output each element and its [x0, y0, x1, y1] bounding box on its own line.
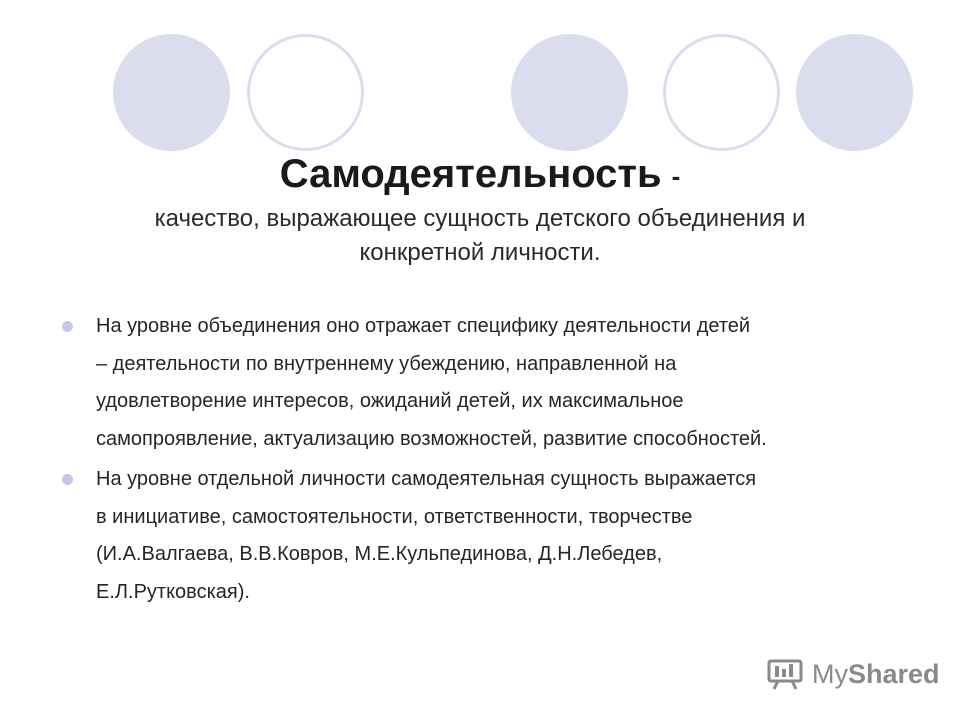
decor-circle-2: [247, 34, 364, 151]
subtitle-line-2: конкретной личности.: [359, 239, 601, 267]
decor-circle-3: [511, 34, 628, 151]
watermark-prefix: My: [812, 658, 848, 689]
bullet-1-line-2: – деятельности по внутреннему убеждению, направленной на: [96, 352, 677, 375]
bullet-2-line-4: Е.Л.Рутковская).: [96, 580, 250, 603]
bullet-1-line-4: самопроявление, актуализацию возможностей, развитие способностей.: [96, 427, 767, 450]
slide-title: [0, 150, 960, 200]
bullet-dot-icon: [62, 474, 73, 485]
slide-title-block: [0, 150, 960, 270]
bullet-2-line-3: (И.А.Валгаева, В.В.Ковров, М.Е.Кульпединова, Д.Н.Лебедев,: [96, 543, 663, 565]
bullet-2-line-2: в инициативе, самостоятельности, ответственности, творчестве: [96, 505, 693, 528]
bullet-1-line-1: На уровне объединения оно отражает специфику деятельности детей: [96, 315, 751, 337]
bullet-2-line-1: На уровне отдельной личности самодеятельная сущность выражается: [96, 468, 757, 490]
watermark-text: [812, 659, 940, 690]
bullet-dot-icon: [62, 321, 73, 332]
bullet-list: [58, 308, 918, 614]
watermark-suffix: Shared: [848, 658, 940, 689]
bullet-1-line-3: удовлетворение интересов, ожиданий детей, их максимальное: [96, 390, 684, 412]
subtitle-line-1: качество, выражающее сущность детского объединения и: [154, 205, 806, 233]
decor-circle-4: [663, 34, 780, 151]
slide-title-text: Самодеятельность: [279, 152, 662, 196]
bullet-item-2: [58, 461, 918, 611]
presentation-board-icon: [766, 657, 804, 691]
decor-circle-1: [113, 34, 230, 151]
slide-subtitle: [0, 202, 960, 270]
decor-circle-5: [796, 34, 913, 151]
title-dash: -: [671, 161, 681, 192]
mysharerd-watermark[interactable]: [766, 654, 940, 694]
bullet-item-1: [58, 308, 918, 458]
